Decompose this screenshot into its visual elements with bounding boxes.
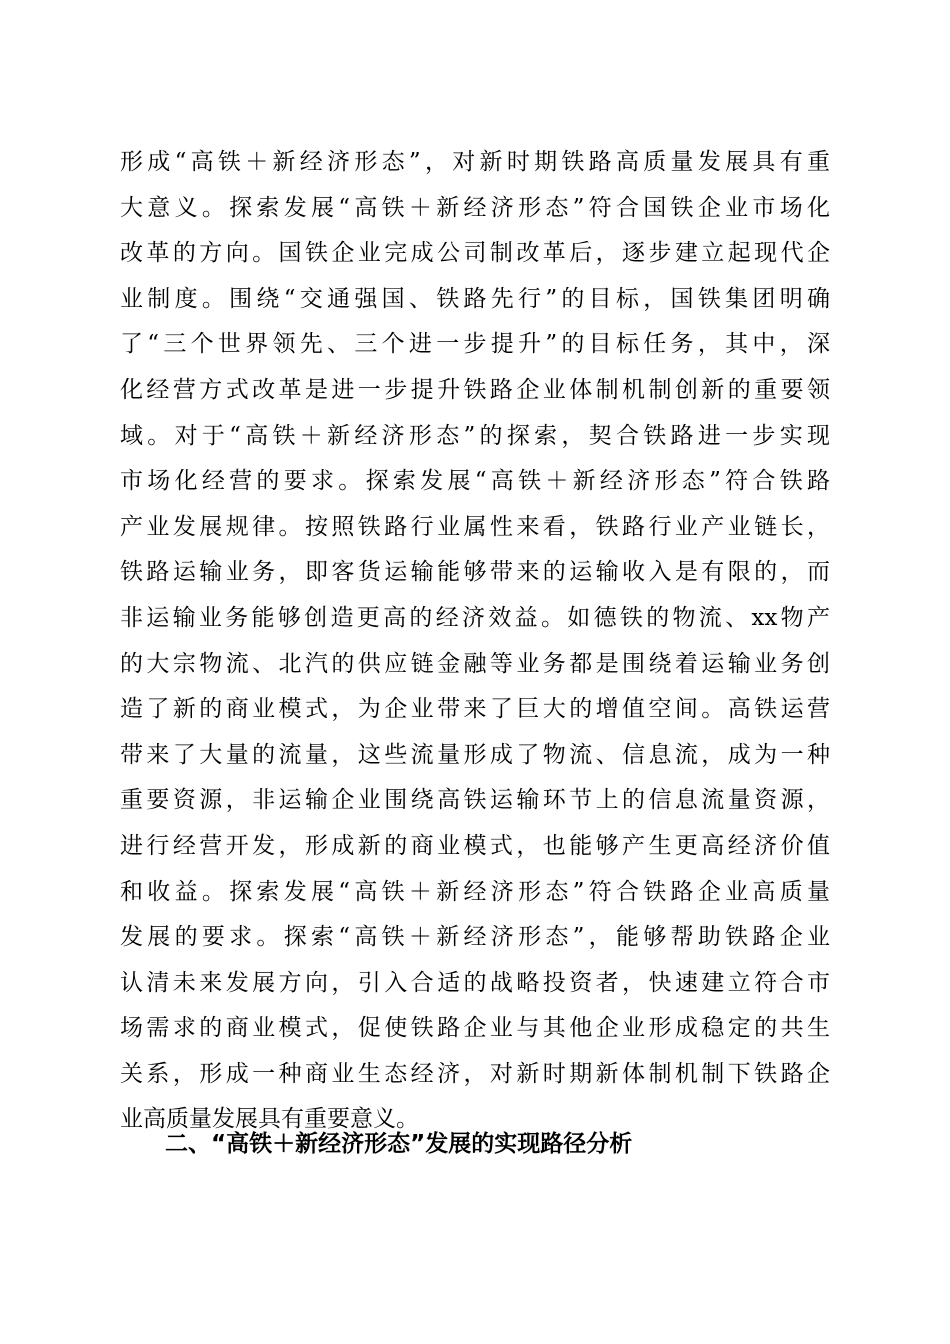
paragraph-line: 进行经营开发，形成新的商业模式，也能够产生更高经济价值: [120, 832, 830, 859]
paragraph-line: 发展的要求。探索“高铁＋新经济形态”，能够帮助铁路企业: [120, 924, 830, 951]
paragraph-line: 认清未来发展方向，引入合适的战略投资者，快速建立符合市: [120, 969, 830, 996]
paragraph-line: 重要资源，非运输企业围绕高铁运输环节上的信息流量资源，: [120, 787, 830, 814]
paragraph-line: 造了新的商业模式，为企业带来了巨大的增值空间。高铁运营: [120, 696, 830, 723]
paragraph-line: 市场化经营的要求。探索发展“高铁＋新经济形态”符合铁路: [120, 468, 830, 495]
paragraph-line: 场需求的商业模式，促使铁路企业与其他企业形成稳定的共生: [120, 1015, 830, 1042]
body-paragraph: [120, 140, 830, 1143]
paragraph-line: 和收益。探索发展“高铁＋新经济形态”符合铁路企业高质量: [120, 878, 830, 905]
paragraph-line: 产业发展规律。按照铁路行业属性来看，铁路行业产业链长，: [120, 513, 830, 540]
paragraph-line: 改革的方向。国铁企业完成公司制改革后，逐步建立起现代企: [120, 240, 830, 267]
paragraph-line: 业制度。围绕“交通强国、铁路先行”的目标，国铁集团明确: [120, 285, 830, 312]
paragraph-line: 化经营方式改革是进一步提升铁路企业体制机制创新的重要领: [120, 376, 830, 403]
paragraph-line: 了“三个世界领先、三个进一步提升”的目标任务，其中，深: [120, 331, 830, 358]
paragraph-line: 形成“高铁＋新经济形态”，对新时期铁路高质量发展具有重: [120, 149, 830, 175]
paragraph-line: 关系，形成一种商业生态经济，对新时期新体制机制下铁路企: [120, 1060, 830, 1087]
paragraph-line: 大意义。探索发展“高铁＋新经济形态”符合国铁企业市场化: [120, 194, 830, 221]
paragraph-line: 带来了大量的流量，这些流量形成了物流、信息流，成为一种: [120, 741, 830, 768]
paragraph-line: 铁路运输业务，即客货运输能够带来的运输收入是有限的，而: [120, 559, 830, 586]
paragraph-line: 非运输业务能够创造更高的经济效益。如德铁的物流、xx物产: [120, 604, 830, 631]
section-heading: 二、“高铁＋新经济形态”发展的实现路径分析: [165, 1131, 633, 1157]
paragraph-line: 业高质量发展具有重要意义。: [120, 1106, 419, 1133]
paragraph-line: 的大宗物流、北汽的供应链金融等业务都是围绕着运输业务创: [120, 650, 830, 677]
paragraph-line: 域。对于“高铁＋新经济形态”的探索，契合铁路进一步实现: [120, 422, 830, 449]
